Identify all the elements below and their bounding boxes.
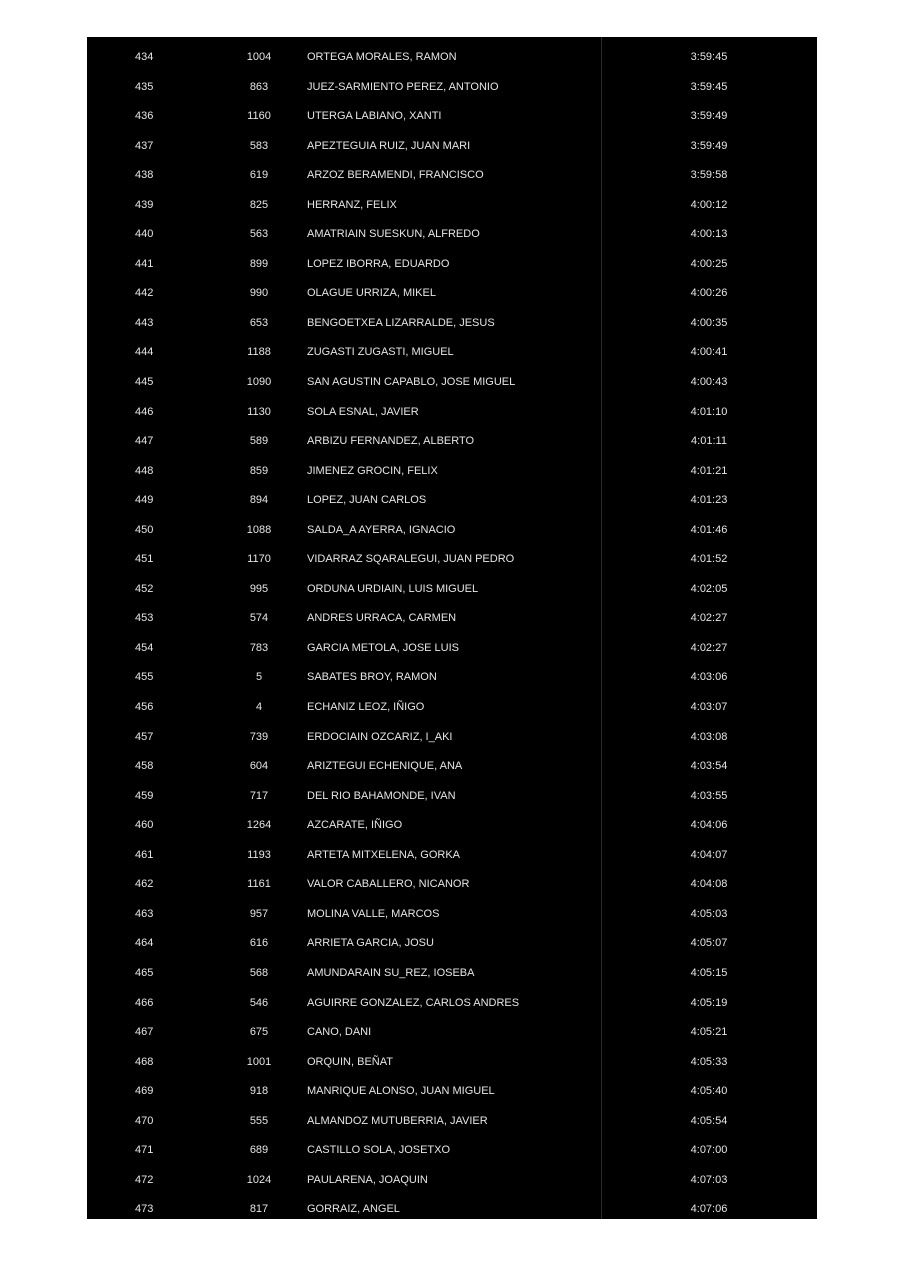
finish-time-cell: 4:01:11 [691, 435, 727, 448]
bib-number-cell: 1188 [247, 346, 271, 359]
bib-number-cell: 1024 [246, 1173, 272, 1186]
bib-number-cell: 990 [249, 287, 269, 300]
finish-time-cell: 4:01:10 [690, 405, 728, 418]
position-cell: 467 [135, 1026, 154, 1039]
position-cell: 468 [135, 1055, 154, 1068]
finish-time-cell: 4:04:07 [690, 848, 728, 861]
finish-time-cell: 4:02:27 [690, 641, 728, 654]
position-cell: 456 [135, 701, 154, 714]
finish-time-cell: 4:07:03 [690, 1173, 728, 1186]
table-row [87, 73, 817, 103]
position-cell: 449 [135, 494, 154, 507]
runner-name-cell: MOLINA VALLE, MARCOS [307, 907, 440, 920]
bib-number-cell: 957 [249, 907, 269, 920]
finish-time-cell: 4:00:25 [690, 257, 728, 270]
position-cell: 459 [135, 789, 154, 802]
finish-time-cell: 3:59:45 [690, 80, 728, 93]
table-row [87, 43, 817, 73]
bib-number-cell: 995 [249, 582, 269, 595]
position-cell: 441 [135, 257, 154, 270]
table-row [87, 811, 817, 841]
bib-number-cell: 604 [249, 760, 269, 773]
bib-number-cell: 859 [249, 464, 269, 477]
runner-name-cell: SABATES BROY, RAMON [307, 671, 437, 684]
bib-number-cell: 894 [249, 494, 269, 507]
runner-name-cell: APEZTEGUIA RUIZ, JUAN MARI [307, 139, 471, 152]
finish-time-cell: 4:00:13 [690, 228, 728, 241]
position-cell: 437 [135, 139, 154, 152]
bib-number-cell: 619 [249, 169, 269, 182]
bib-number-cell: 675 [249, 1026, 269, 1039]
bib-number-cell: 739 [249, 730, 269, 743]
runner-name-cell: SALDA_A AYERRA, IGNACIO [307, 523, 456, 536]
bib-number-cell: 5 [255, 671, 263, 684]
bib-number-cell: 555 [249, 1114, 269, 1127]
table-row [87, 398, 817, 428]
bib-number-cell: 899 [249, 257, 269, 270]
position-cell: 434 [135, 51, 154, 63]
bib-number-cell: 1264 [246, 819, 272, 832]
table-row [87, 161, 817, 191]
finish-time-cell: 4:04:06 [690, 819, 728, 832]
bib-number-cell: 574 [249, 612, 269, 625]
position-cell: 443 [135, 316, 154, 329]
bib-number-cell: 616 [249, 937, 269, 950]
runner-name-cell: LOPEZ IBORRA, EDUARDO [307, 257, 450, 270]
position-cell: 440 [135, 228, 154, 241]
bib-number-cell: 717 [249, 789, 269, 802]
table-row [87, 516, 817, 546]
position-cell: 464 [135, 937, 154, 950]
position-cell: 452 [135, 582, 154, 595]
table-row [87, 309, 817, 339]
runner-name-cell: ZUGASTI ZUGASTI, MIGUEL [307, 346, 454, 359]
bib-number-cell: 1160 [247, 110, 271, 123]
runner-name-cell: GARCIA METOLA, JOSE LUIS [307, 641, 460, 654]
bib-number-cell: 589 [249, 435, 269, 448]
bib-number-cell: 689 [249, 1144, 269, 1157]
table-row [87, 1166, 817, 1196]
runner-name-cell: LOPEZ, JUAN CARLOS [307, 494, 427, 507]
finish-time-cell: 4:01:23 [690, 494, 728, 507]
position-cell: 436 [135, 110, 154, 123]
position-cell: 444 [135, 346, 154, 359]
finish-time-cell: 4:07:06 [690, 1203, 728, 1216]
table-row [87, 723, 817, 753]
position-cell: 465 [135, 966, 154, 979]
bib-number-cell: 1001 [246, 1055, 272, 1068]
position-cell: 463 [135, 907, 154, 920]
runner-name-cell: JIMENEZ GROCIN, FELIX [307, 464, 438, 477]
position-cell: 460 [135, 819, 154, 832]
runner-name-cell: OLAGUE URRIZA, MIKEL [307, 287, 436, 300]
runner-name-cell: VALOR CABALLERO, NICANOR [307, 878, 470, 891]
position-cell: 450 [135, 523, 154, 536]
table-row [87, 693, 817, 723]
table-row [87, 929, 817, 959]
runner-name-cell: SAN AGUSTIN CAPABLO, JOSE MIGUEL [307, 376, 516, 389]
runner-name-cell: ARIZTEGUI ECHENIQUE, ANA [307, 760, 463, 773]
finish-time-cell: 4:07:00 [690, 1144, 728, 1157]
finish-time-cell: 4:01:46 [690, 523, 728, 536]
finish-time-cell: 4:05:54 [690, 1114, 728, 1127]
runner-name-cell: MANRIQUE ALONSO, JUAN MIGUEL [307, 1085, 495, 1098]
runner-name-cell: SOLA ESNAL, JAVIER [307, 405, 419, 418]
position-cell: 438 [135, 169, 154, 182]
finish-time-cell: 4:05:03 [690, 907, 728, 920]
runner-name-cell: CASTILLO SOLA, JOSETXO [307, 1144, 451, 1157]
finish-time-cell: 4:03:07 [690, 701, 728, 714]
position-cell: 466 [135, 996, 154, 1009]
bib-number-cell: 4 [255, 701, 263, 714]
runner-name-cell: ERDOCIAIN OZCARIZ, I_AKI [307, 730, 453, 743]
table-row [87, 1048, 817, 1078]
bib-number-cell: 1090 [246, 376, 272, 389]
runner-name-cell: HERRANZ, FELIX [307, 198, 397, 211]
finish-time-cell: 4:00:41 [690, 346, 728, 359]
finish-time-cell: 4:04:08 [690, 878, 728, 891]
bib-number-cell: 546 [249, 996, 269, 1009]
runner-name-cell: ARBIZU FERNANDEZ, ALBERTO [307, 435, 475, 448]
finish-time-cell: 4:02:27 [690, 612, 728, 625]
runner-name-cell: GORRAIZ, ANGEL [307, 1203, 400, 1216]
finish-time-cell: 4:01:21 [690, 464, 728, 477]
table-row [87, 486, 817, 516]
bib-number-cell: 583 [249, 139, 269, 152]
position-cell: 472 [135, 1173, 154, 1186]
position-cell: 469 [135, 1085, 154, 1098]
finish-time-cell: 3:59:45 [690, 51, 728, 63]
runner-name-cell: AGUIRRE GONZALEZ, CARLOS ANDRES [307, 996, 520, 1009]
position-cell: 473 [135, 1203, 154, 1216]
runner-name-cell: ANDRES URRACA, CARMEN [307, 612, 457, 625]
runner-name-cell: ORDUNA URDIAIN, LUIS MIGUEL [307, 582, 479, 595]
position-cell: 457 [135, 730, 154, 743]
position-cell: 454 [135, 641, 154, 654]
position-cell: 455 [135, 671, 154, 684]
position-cell: 462 [135, 878, 154, 891]
finish-time-cell: 4:05:33 [690, 1055, 728, 1068]
table-row [87, 132, 817, 162]
finish-time-cell: 4:00:43 [690, 376, 728, 389]
finish-time-cell: 4:05:40 [690, 1085, 728, 1098]
bib-number-cell: 1088 [246, 523, 272, 536]
finish-time-cell: 3:59:49 [690, 139, 728, 152]
bib-number-cell: 863 [249, 80, 269, 93]
runner-name-cell: AMUNDARAIN SU_REZ, IOSEBA [307, 966, 475, 979]
bib-number-cell: 568 [249, 966, 269, 979]
finish-time-cell: 4:00:12 [690, 198, 728, 211]
runner-name-cell: VIDARRAZ SQARALEGUI, JUAN PEDRO [307, 553, 515, 566]
runner-name-cell: ARRIETA GARCIA, JOSU [307, 937, 434, 950]
position-cell: 451 [135, 553, 154, 566]
bib-number-cell: 918 [249, 1085, 269, 1098]
table-row [87, 368, 817, 398]
finish-time-cell: 4:03:08 [690, 730, 728, 743]
runner-name-cell: ORQUIN, BEÑAT [307, 1055, 393, 1068]
finish-time-cell: 4:05:15 [690, 966, 728, 979]
runner-name-cell: ARTETA MITXELENA, GORKA [307, 848, 461, 861]
position-cell: 448 [135, 464, 154, 477]
runner-name-cell: UTERGA LABIANO, XANTI [307, 110, 442, 123]
bib-number-cell: 825 [249, 198, 269, 211]
table-row [87, 663, 817, 693]
runner-name-cell: ORTEGA MORALES, RAMON [307, 51, 457, 63]
table-row [87, 191, 817, 221]
table-row [87, 575, 817, 605]
table-row [87, 634, 817, 664]
runner-name-cell: BENGOETXEA LIZARRALDE, JESUS [307, 316, 495, 329]
runner-name-cell: ECHANIZ LEOZ, IÑIGO [307, 701, 425, 714]
position-cell: 445 [135, 376, 154, 389]
runner-name-cell: ARZOZ BERAMENDI, FRANCISCO [307, 169, 484, 182]
position-cell: 446 [135, 405, 154, 418]
table-row [87, 102, 817, 132]
finish-time-cell: 4:03:54 [690, 760, 728, 773]
finish-time-cell: 4:03:06 [690, 671, 728, 684]
table-row [87, 338, 817, 368]
finish-time-cell: 4:02:05 [690, 582, 728, 595]
finish-time-cell: 4:00:26 [690, 287, 728, 300]
position-cell: 471 [135, 1144, 154, 1157]
finish-time-cell: 4:05:21 [690, 1026, 728, 1039]
table-row [87, 457, 817, 487]
bib-number-cell: 1130 [247, 405, 271, 418]
runner-name-cell: ALMANDOZ MUTUBERRIA, JAVIER [307, 1114, 488, 1127]
table-row [87, 1107, 817, 1137]
position-cell: 470 [135, 1114, 154, 1127]
bib-number-cell: 1193 [247, 848, 271, 861]
table-row [87, 959, 817, 989]
runner-name-cell: DEL RIO BAHAMONDE, IVAN [307, 789, 456, 802]
finish-time-cell: 4:01:52 [690, 553, 728, 566]
table-row [87, 220, 817, 250]
table-row [87, 782, 817, 812]
finish-time-cell: 4:03:55 [690, 789, 728, 802]
position-cell: 453 [135, 612, 154, 625]
results-rows [87, 43, 817, 1219]
position-cell: 447 [135, 435, 154, 448]
runner-name-cell: AZCARATE, IÑIGO [307, 819, 403, 832]
bib-number-cell: 1161 [247, 878, 271, 891]
finish-time-cell: 4:05:07 [690, 937, 728, 950]
bib-number-cell: 563 [249, 228, 269, 241]
runner-name-cell: JUEZ-SARMIENTO PEREZ, ANTONIO [307, 80, 499, 93]
bib-number-cell: 1170 [247, 553, 271, 566]
table-row [87, 1077, 817, 1107]
bib-number-cell: 1004 [246, 51, 272, 63]
table-row [87, 1018, 817, 1048]
table-row [87, 250, 817, 280]
position-cell: 439 [135, 198, 154, 211]
table-row [87, 279, 817, 309]
finish-time-cell: 4:00:35 [690, 316, 728, 329]
table-row [87, 989, 817, 1019]
table-row [87, 752, 817, 782]
position-cell: 435 [135, 80, 154, 93]
runner-name-cell: AMATRIAIN SUESKUN, ALFREDO [307, 228, 480, 241]
bib-number-cell: 783 [249, 641, 269, 654]
runner-name-cell: PAULARENA, JOAQUIN [307, 1173, 428, 1186]
table-row [87, 900, 817, 930]
finish-time-cell: 3:59:49 [690, 110, 728, 123]
finish-time-cell: 4:05:19 [690, 996, 728, 1009]
table-row [87, 1195, 817, 1219]
position-cell: 442 [135, 287, 154, 300]
bib-number-cell: 817 [249, 1203, 269, 1216]
table-row [87, 1136, 817, 1166]
table-row [87, 870, 817, 900]
position-cell: 461 [135, 848, 154, 861]
table-row [87, 427, 817, 457]
position-cell: 458 [135, 760, 154, 773]
bib-number-cell: 653 [249, 316, 269, 329]
table-row [87, 841, 817, 871]
table-row [87, 604, 817, 634]
runner-name-cell: CANO, DANI [307, 1026, 372, 1039]
results-table [87, 37, 817, 1219]
table-row [87, 545, 817, 575]
finish-time-cell: 3:59:58 [690, 169, 728, 182]
